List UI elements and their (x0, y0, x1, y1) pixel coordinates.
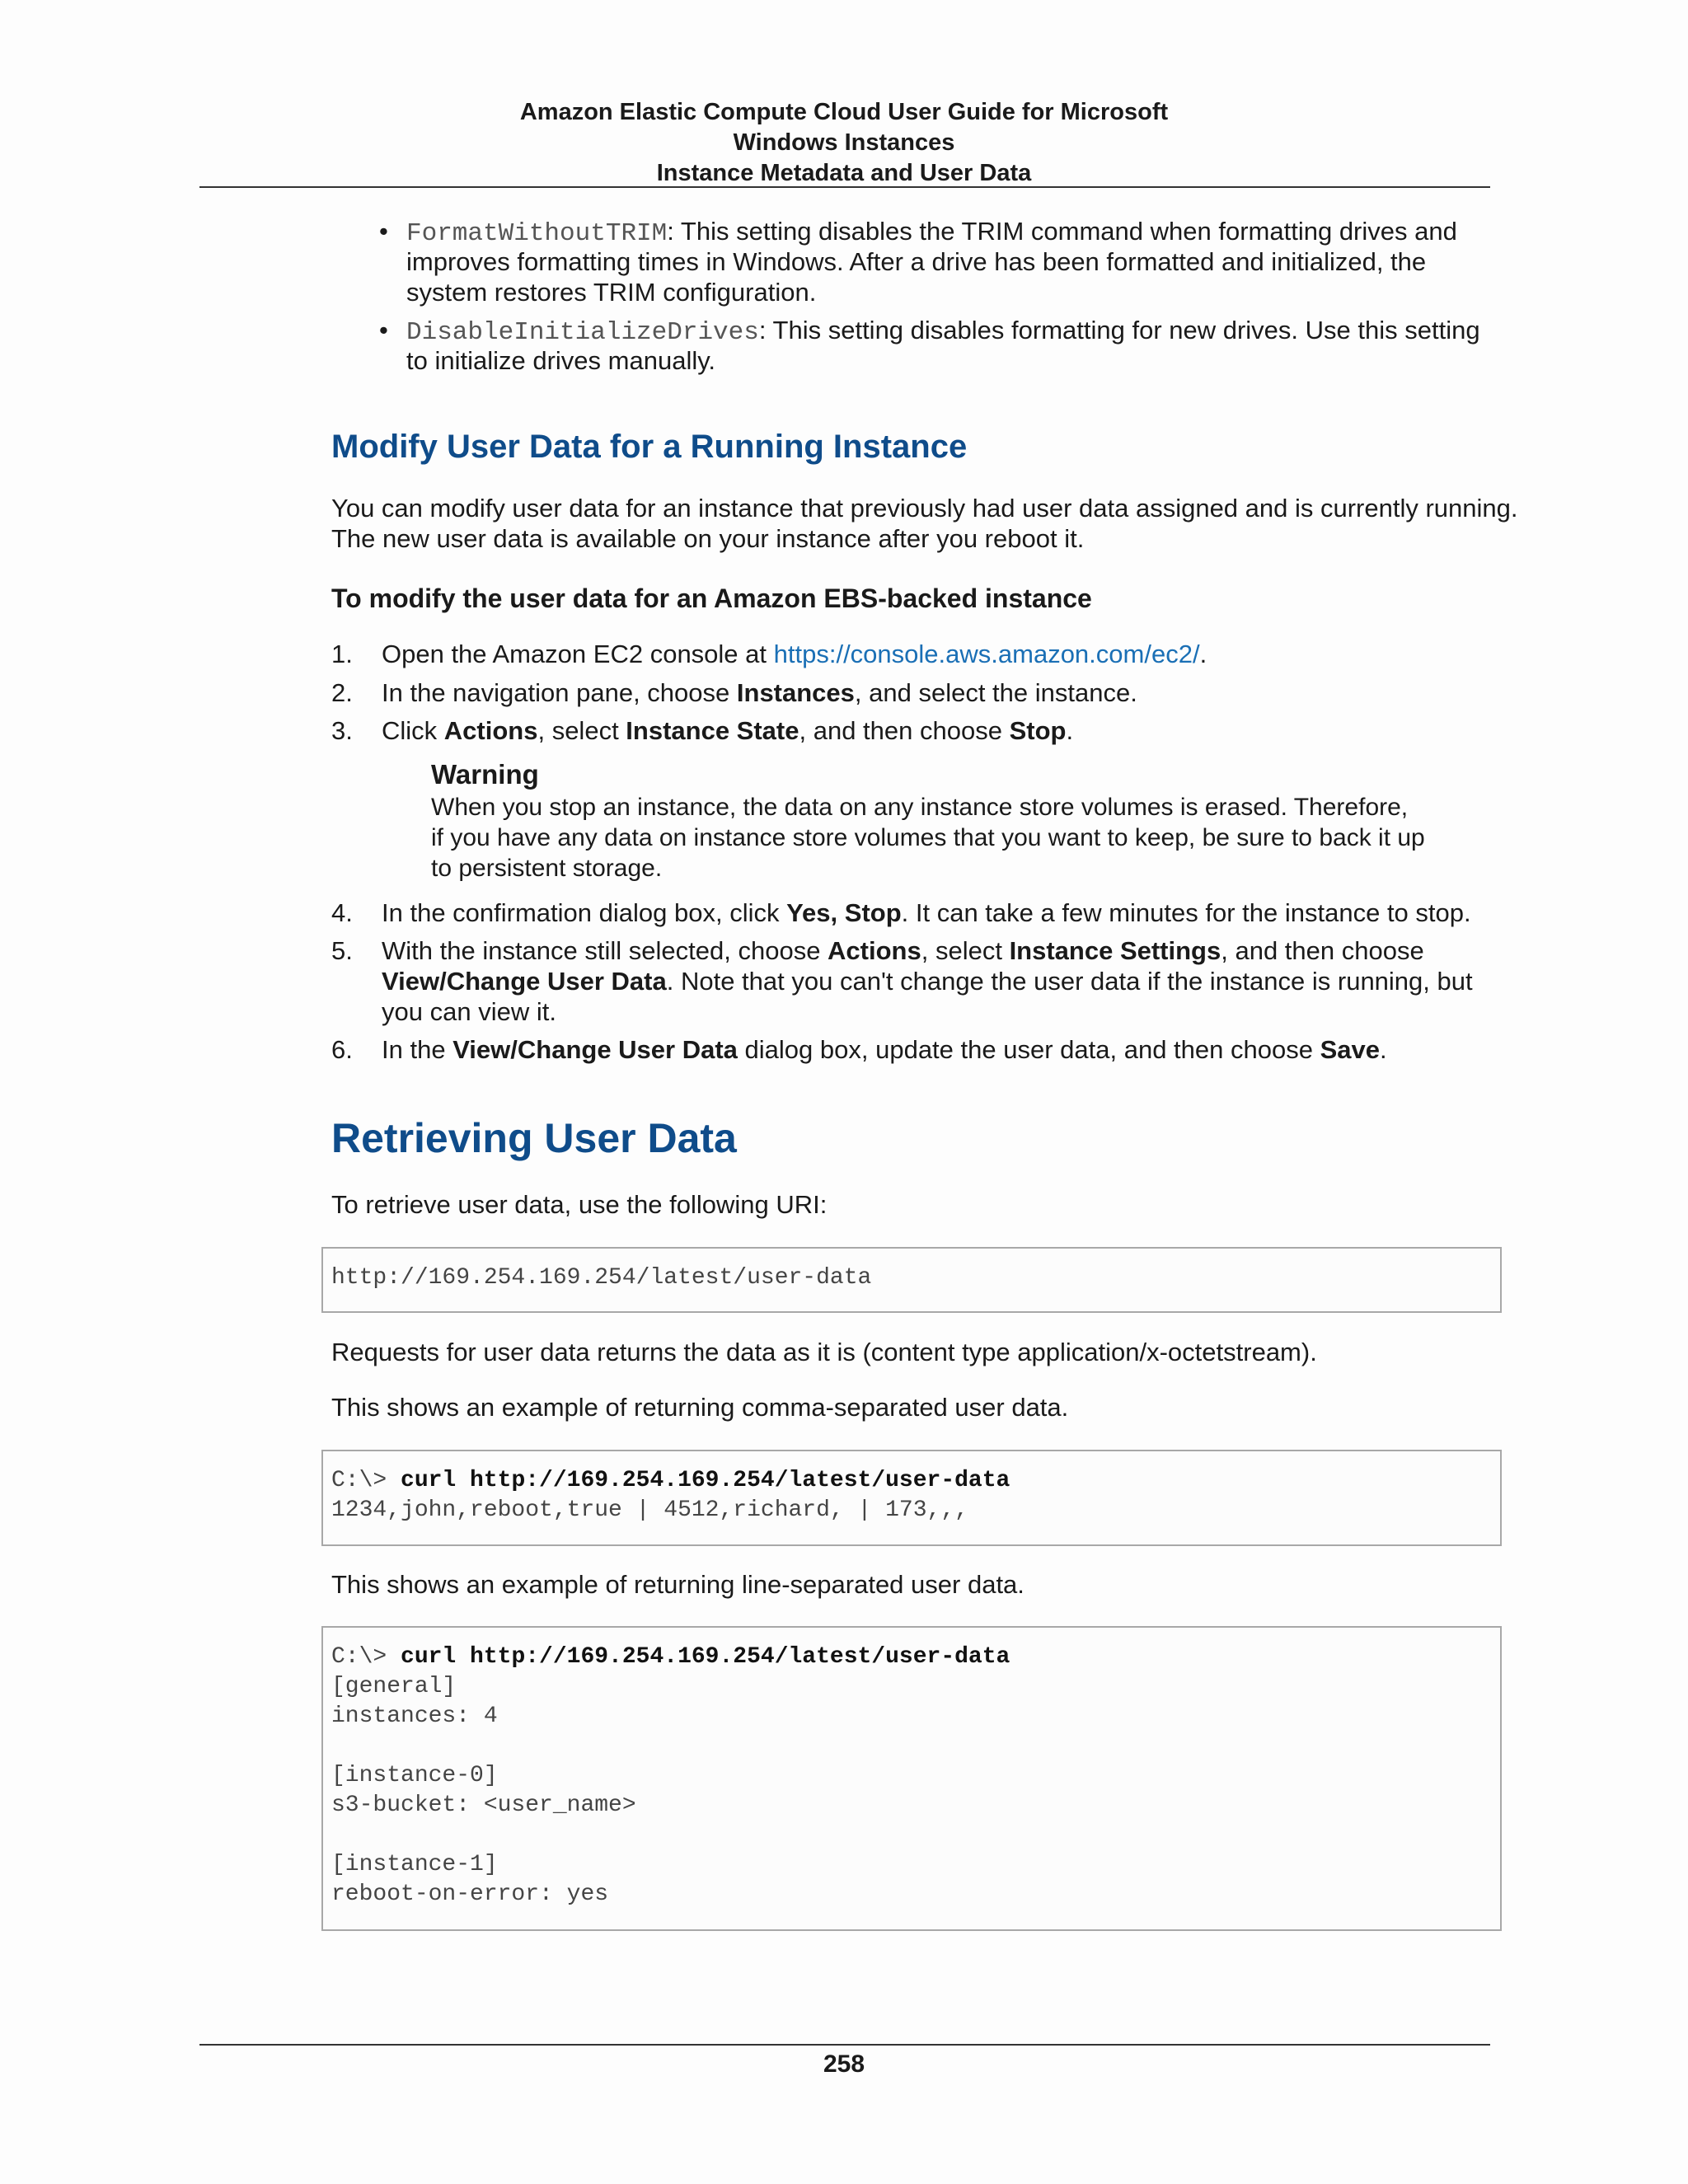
section-heading: Modify User Data for a Running Instance (331, 429, 968, 465)
paragraph: The new user data is available on your instance after you reboot it. (331, 524, 1085, 553)
code-line: [instance-0] (331, 1763, 498, 1788)
warning-title: Warning (431, 759, 539, 790)
step-text: In the View/Change User Data dialog box, update the user data, and then choose Save. (382, 1035, 1387, 1064)
procedure-title: To modify the user data for an Amazon EBS-backed instance (331, 583, 1092, 613)
step-text: Open the Amazon EC2 console at https://console.aws.amazon.com/ec2/. (382, 640, 1207, 668)
header-line-1: Amazon Elastic Compute Cloud User Guide for Microsoft (519, 99, 1169, 125)
header-line-3: Instance Metadata and User Data (656, 160, 1032, 186)
step-number: 2. (331, 678, 353, 707)
bullet-text: to initialize drives manually. (406, 346, 716, 375)
setting-name: FormatWithoutTRIM (406, 219, 668, 248)
code-line: C:\> curl http://169.254.169.254/latest/user-data (331, 1644, 1010, 1670)
bullet-dot-icon: • (379, 217, 388, 246)
code-line: s3-bucket: <user_name> (331, 1793, 636, 1818)
header-rule (199, 186, 1490, 188)
step-number: 5. (331, 936, 353, 965)
warning-text: When you stop an instance, the data on any instance store volumes is erased. Therefore, (431, 794, 1409, 821)
bullet-text: : This setting disables the TRIM command when formatting drives and (667, 217, 1457, 246)
step-number: 6. (331, 1035, 353, 1064)
step-text: In the navigation pane, choose Instances, and select the instance. (382, 678, 1137, 707)
paragraph: Requests for user data returns the data as it is (content type application/x-octetstream). (331, 1338, 1317, 1366)
section-heading: Retrieving User Data (331, 1115, 737, 1161)
bullet-dot-icon: • (379, 316, 388, 344)
uri-code: http://169.254.169.254/latest/user-data (331, 1265, 872, 1291)
step-text: View/Change User Data. Note that you can't change the user data if the instance is running, but (382, 967, 1473, 996)
setting-name: DisableInitializeDrives (406, 318, 759, 347)
step-number: 1. (331, 640, 353, 668)
code-line: [general] (331, 1674, 457, 1699)
paragraph: This shows an example of returning line-separated user data. (331, 1570, 1025, 1599)
paragraph: To retrieve user data, use the following URI: (331, 1190, 828, 1219)
paragraph: You can modify user data for an instance that previously had user data assigned and is currently running. (331, 494, 1518, 523)
bullet-text: : This setting disables formatting for new drives. Use this setting (758, 316, 1480, 344)
step-number: 4. (331, 898, 353, 927)
bullet-text: improves formatting times in Windows. After a drive has been formatted and initialized, the (406, 247, 1427, 276)
code-line: instances: 4 (331, 1704, 498, 1729)
step-text: In the confirmation dialog box, click Yes, Stop. It can take a few minutes for the instance to stop. (382, 898, 1471, 927)
code-line: [instance-1] (331, 1852, 498, 1877)
code-line: C:\> curl http://169.254.169.254/latest/user-data (331, 1468, 1010, 1493)
step-text: Click Actions, select Instance State, and then choose Stop. (382, 716, 1074, 745)
page-number: 258 (823, 2050, 865, 2078)
header-line-2: Windows Instances (733, 129, 955, 156)
bullet-text: system restores TRIM configuration. (406, 278, 817, 307)
paragraph: This shows an example of returning comma-separated user data. (331, 1393, 1069, 1422)
warning-text: to persistent storage. (431, 855, 663, 882)
code-line: 1234,john,reboot,true | 4512,richard, | 173,,, (331, 1497, 968, 1523)
warning-text: if you have any data on instance store volumes that you want to keep, be sure to back it up (431, 824, 1425, 851)
step-number: 3. (331, 716, 353, 745)
step-text: With the instance still selected, choose Actions, select Instance Settings, and then choose (382, 936, 1424, 965)
code-line: reboot-on-error: yes (331, 1882, 609, 1907)
running-header (0, 97, 1688, 189)
footer-rule (199, 2044, 1490, 2046)
console-link[interactable]: https://console.aws.amazon.com/ec2/ (773, 640, 1200, 668)
step-text: you can view it. (382, 997, 556, 1026)
